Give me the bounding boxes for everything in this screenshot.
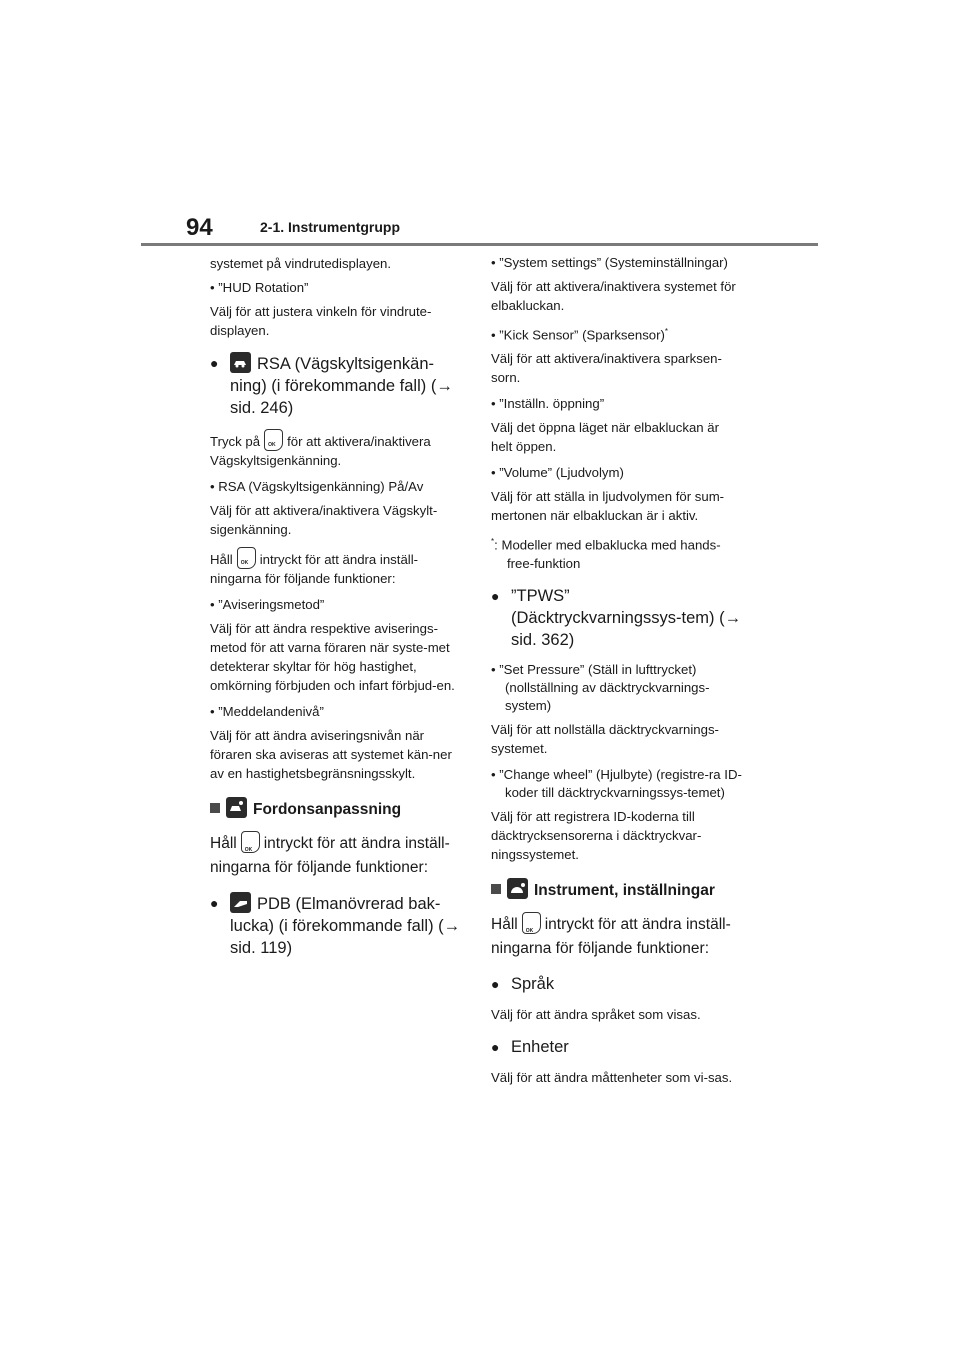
ok-button-icon	[241, 831, 260, 853]
bullet-set-pressure: • ”Set Pressure” (Ställ in lufttrycket) (nollställning av däcktryckvarnings-system)	[491, 661, 710, 713]
text: Välj för att ändra språket som visas.	[491, 1006, 701, 1022]
footnote: *: Modeller med elbaklucka med hands-free-funktion	[491, 537, 721, 571]
heading-rsa: ● RSA (Vägskyltsigenkän-ning) (i förekommande fall) (→ sid. 246)	[210, 352, 462, 419]
text: HållOK intryckt för att ändra inställ-ningarna för följande funktioner:	[210, 547, 462, 588]
ok-button-icon	[237, 547, 256, 569]
text: Välj för att aktivera/inaktivera Vägskylt-sigenkänning.	[210, 503, 438, 537]
text: Välj för att ändra respektive aviserings-metod för att varna föraren när syste-met detekterar skyltar för hög hastighet, omkörning förbjuden och infart förbjud-en.	[210, 621, 455, 693]
text: Välj för att justera vinkeln för vindrute-displayen.	[210, 304, 432, 338]
vehicle-settings-icon	[226, 797, 247, 818]
text: Välj för att aktivera/inaktivera systemet för elbakluckan.	[491, 279, 736, 313]
text: systemet på vindrutedisplayen.	[210, 256, 392, 271]
left-column	[210, 254, 462, 969]
car-sign-icon	[230, 352, 251, 373]
bullet-volume: • ”Volume” (Ljudvolym)	[491, 465, 624, 481]
heading-pdb: ● PDB (Elmanövrerad bak-lucka) (i förekommande fall) (→ sid. 119)	[210, 892, 462, 959]
tailgate-icon	[230, 892, 251, 913]
text: Välj för att registrera ID-koderna till däcktrycksensorerna i däcktryckvar-ningssystemet.	[491, 808, 702, 862]
heading-fordonsanpassning: Fordonsanpassning	[210, 797, 462, 821]
right-column	[491, 254, 743, 1095]
bullet-aviseringsmetod: • ”Aviseringsmetod”	[210, 597, 325, 612]
bullet-rsa: • RSA (Vägskyltsigenkänning) På/Av	[210, 479, 424, 494]
page-number: 94	[186, 214, 213, 241]
text: Tryck påOK för att aktivera/inaktivera Vägskyltsigenkänning.	[210, 429, 462, 470]
section-title: 2-1. Instrumentgrupp	[260, 219, 401, 235]
ok-button-icon	[264, 429, 283, 451]
text: Välj för att ställa in ljudvolymen för sum-mertonen när elbakluckan är i aktiv.	[491, 489, 725, 524]
bullet-kick-sensor: • ”Kick Sensor” (Sparksensor)*	[491, 327, 669, 343]
heading-enheter: ● Enheter	[491, 1036, 743, 1058]
header-rule	[141, 243, 818, 246]
bullet-meddelandeniva: • ”Meddelandenivå”	[210, 704, 324, 719]
text: HållOK intryckt för att ändra inställ-ningarna för följande funktioner:	[491, 912, 743, 961]
instrument-icon	[507, 878, 528, 899]
heading-instrument: Instrument, inställningar	[491, 878, 743, 902]
text: Välj för att nollställa däcktryckvarnings-systemet.	[491, 721, 719, 756]
heading-sprak: ● Språk	[491, 973, 743, 995]
text: Välj för att ändra måttenheter som vi-sas.	[491, 1069, 733, 1085]
text: HållOK intryckt för att ändra inställ-ningarna för följande funktioner:	[210, 831, 462, 880]
text: Välj för att ändra aviseringsnivån när föraren ska aviseras att systemet kän-ner av en hastighetsbegränsningsskylt.	[210, 728, 452, 781]
heading-tpws: ● ”TPWS” (Däcktryckvarningssys-tem) (→ sid. 362)	[491, 585, 743, 651]
ok-button-icon	[522, 912, 541, 934]
text: Välj det öppna läget när elbakluckan är helt öppen.	[491, 420, 720, 455]
bullet-change-wheel: • ”Change wheel” (Hjulbyte) (registre-ra ID-koder till däcktryckvarningssys-temet)	[491, 766, 742, 800]
bullet-system-settings: • ”System settings” (Systeminställningar)	[491, 255, 728, 270]
text: Välj för att aktivera/inaktivera sparksen-sorn.	[491, 351, 722, 386]
bullet-hud-rotation: • ”HUD Rotation”	[210, 280, 309, 295]
bullet-installn-oppning: • ”Inställn. öppning”	[491, 396, 605, 412]
